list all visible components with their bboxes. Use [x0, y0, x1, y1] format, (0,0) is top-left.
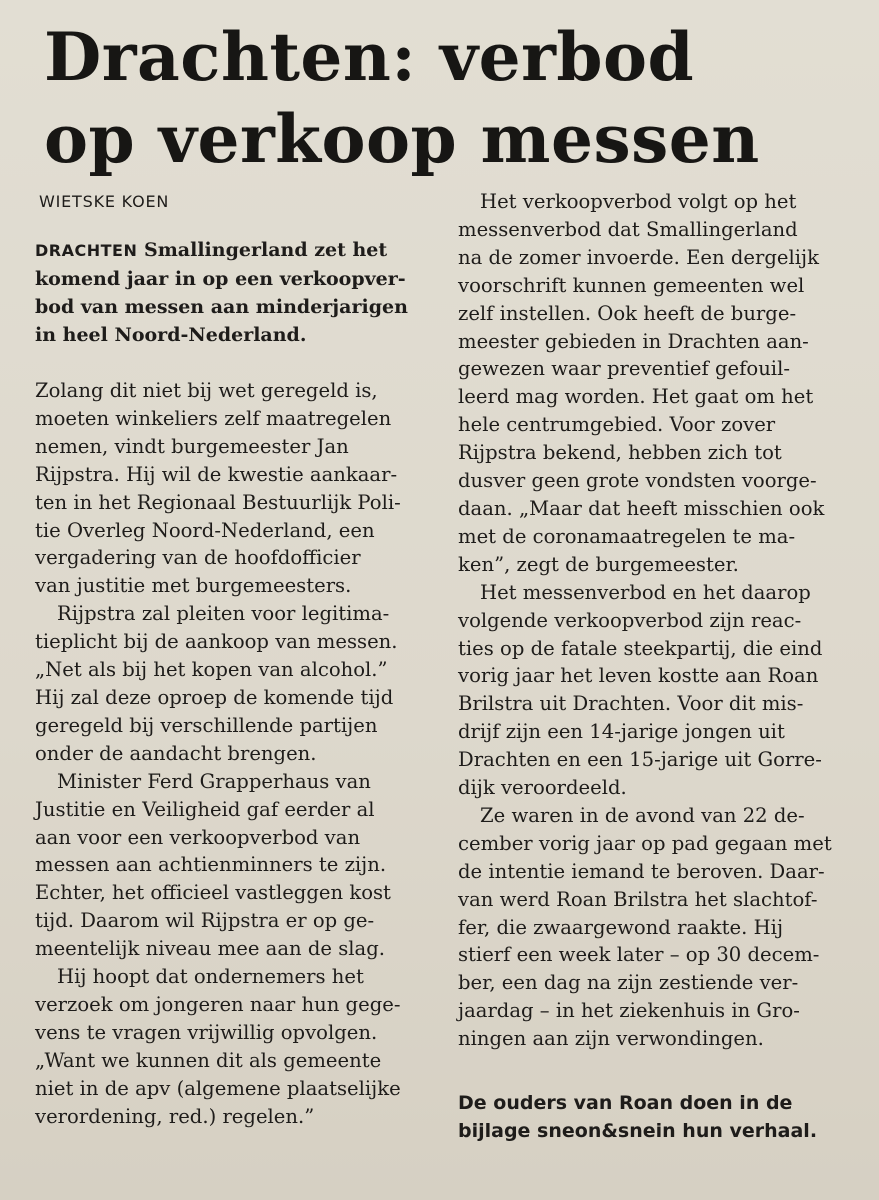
text-line: geregeld bij verschillende partijen — [35, 713, 378, 737]
text-line: na de zomer invoerde. Een dergelijk — [458, 245, 819, 269]
text-line: Justitie en Veiligheid gaf eerder al — [35, 797, 375, 821]
text-line: Minister Ferd Grapperhaus van — [57, 769, 371, 793]
text-line: ken”, zegt de burgemeester. — [458, 552, 739, 576]
text-line: leerd mag worden. Het gaat om het — [458, 385, 814, 409]
text-line: Het messenverbod en het daarop — [480, 580, 811, 604]
text-line: tijd. Daarom wil Rijpstra er op ge- — [35, 909, 375, 933]
text-line: Hij hoopt dat ondernemers het — [57, 965, 364, 989]
text-line: dusver geen grote vondsten voorge- — [458, 469, 817, 493]
headline — [44, 16, 864, 180]
text-line: vorig jaar het leven kostte aan Roan — [458, 664, 819, 688]
text-line: jaardag – in het ziekenhuis in Gro- — [458, 999, 800, 1023]
text-line: volgende verkoopverbod zijn reac- — [458, 608, 802, 632]
text-line: meentelijk niveau mee aan de slag. — [35, 937, 385, 961]
body-paragraph — [35, 963, 437, 1130]
text-line: „Net als bij het kopen van alcohol.” — [35, 658, 388, 682]
headline-line: op verkoop messen — [44, 100, 760, 178]
text-line: stierf een week later – op 30 decem- — [458, 943, 820, 967]
body-paragraph — [35, 768, 437, 963]
body-paragraph — [458, 188, 858, 579]
text-line: de intentie iemand te beroven. Daar- — [458, 859, 825, 883]
text-line: Rijpstra. Hij wil de kwestie aankaar- — [35, 462, 398, 486]
closing-note — [458, 1089, 858, 1145]
body-paragraph — [35, 600, 437, 767]
text-line: gewezen waar preventief gefouil- — [458, 357, 790, 381]
text-line: Hij zal deze oproep de komende tijd — [35, 685, 394, 709]
text-line: daan. „Maar dat heeft misschien ook — [458, 496, 825, 520]
text-line: van justitie met burgemeesters. — [35, 574, 352, 598]
text-line: ten in het Regionaal Bestuurlijk Poli- — [35, 490, 401, 514]
text-line: verordening, red.) regelen.” — [35, 1104, 315, 1128]
text-line: onder de aandacht brengen. — [35, 741, 317, 765]
closing-line: bijlage sneon&snein hun verhaal. — [458, 1120, 818, 1143]
text-line: voorschrift kunnen gemeenten wel — [458, 273, 805, 297]
text-line: fer, die zwaargewond raakte. Hij — [458, 915, 784, 939]
text-line: verzoek om jongeren naar hun gege- — [35, 992, 401, 1016]
lead-line: bod van messen aan minderjarigen — [35, 296, 408, 318]
lead-paragraph — [35, 236, 437, 349]
left-column — [35, 188, 437, 1130]
text-line: ningen aan zijn verwondingen. — [458, 1027, 764, 1051]
text-line: dijk veroordeeld. — [458, 776, 627, 800]
text-line: van werd Roan Brilstra het slachtof- — [458, 887, 818, 911]
text-line: aan voor een verkoopverbod van — [35, 825, 361, 849]
text-line: Brilstra uit Drachten. Voor dit mis- — [458, 692, 804, 716]
text-line: tie Overleg Noord-Nederland, een — [35, 518, 375, 542]
text-line: drijf zijn een 14-jarige jongen uit — [458, 720, 785, 744]
dateline: DRACHTEN — [35, 241, 138, 260]
text-line: Drachten en een 15-jarige uit Gorre- — [458, 748, 822, 772]
text-line: ties op de fatale steekpartij, die eind — [458, 636, 823, 660]
spacer — [35, 349, 437, 377]
text-line: „Want we kunnen dit als gemeente — [35, 1048, 382, 1072]
lead-line: in heel Noord-Nederland. — [35, 324, 307, 346]
text-line: Ze waren in de avond van 22 de- — [480, 803, 805, 827]
text-line: nemen, vindt burgemeester Jan — [35, 434, 349, 458]
body-paragraph — [35, 377, 437, 600]
body-paragraph — [458, 802, 858, 1053]
text-line: met de coronamaatregelen te ma- — [458, 524, 796, 548]
text-line: meester gebieden in Drachten aan- — [458, 329, 809, 353]
text-line: ber, een dag na zijn zestiende ver- — [458, 971, 799, 995]
body-paragraph — [458, 579, 858, 802]
right-column — [458, 188, 858, 1145]
lead-line: komend jaar in op een verkoopver- — [35, 268, 406, 290]
text-line: Het verkoopverbod volgt op het — [480, 190, 797, 213]
text-line: hele centrumgebied. Voor zover — [458, 413, 776, 437]
text-line: messen aan achtienminners te zijn. — [35, 853, 387, 877]
text-line: tieplicht bij de aankoop van messen. — [35, 630, 398, 654]
text-line: Rijpstra bekend, hebben zich tot — [458, 441, 782, 465]
text-line: vergadering van de hoofdofficier — [35, 546, 361, 570]
closing-line: De ouders van Roan doen in de — [458, 1092, 793, 1115]
lead-line: DRACHTEN Smallingerland zet het — [35, 239, 388, 261]
text-line: vens te vragen vrijwillig opvolgen. — [35, 1020, 378, 1044]
text-line: Rijpstra zal pleiten voor legitima- — [57, 602, 390, 626]
text-line: cember vorig jaar op pad gegaan met — [458, 831, 832, 855]
text-line: Echter, het officieel vastleggen kost — [35, 881, 391, 905]
byline: WIETSKE KOEN — [39, 192, 170, 211]
text-line: niet in de apv (algemene plaatselijke — [35, 1076, 401, 1100]
headline-line: Drachten: verbod — [44, 18, 695, 96]
text-line: zelf instellen. Ook heeft de burge- — [458, 301, 797, 325]
text-line: messenverbod dat Smallingerland — [458, 217, 798, 241]
text-line: Zolang dit niet bij wet geregeld is, — [35, 379, 378, 402]
text-line: moeten winkeliers zelf maatregelen — [35, 406, 392, 430]
